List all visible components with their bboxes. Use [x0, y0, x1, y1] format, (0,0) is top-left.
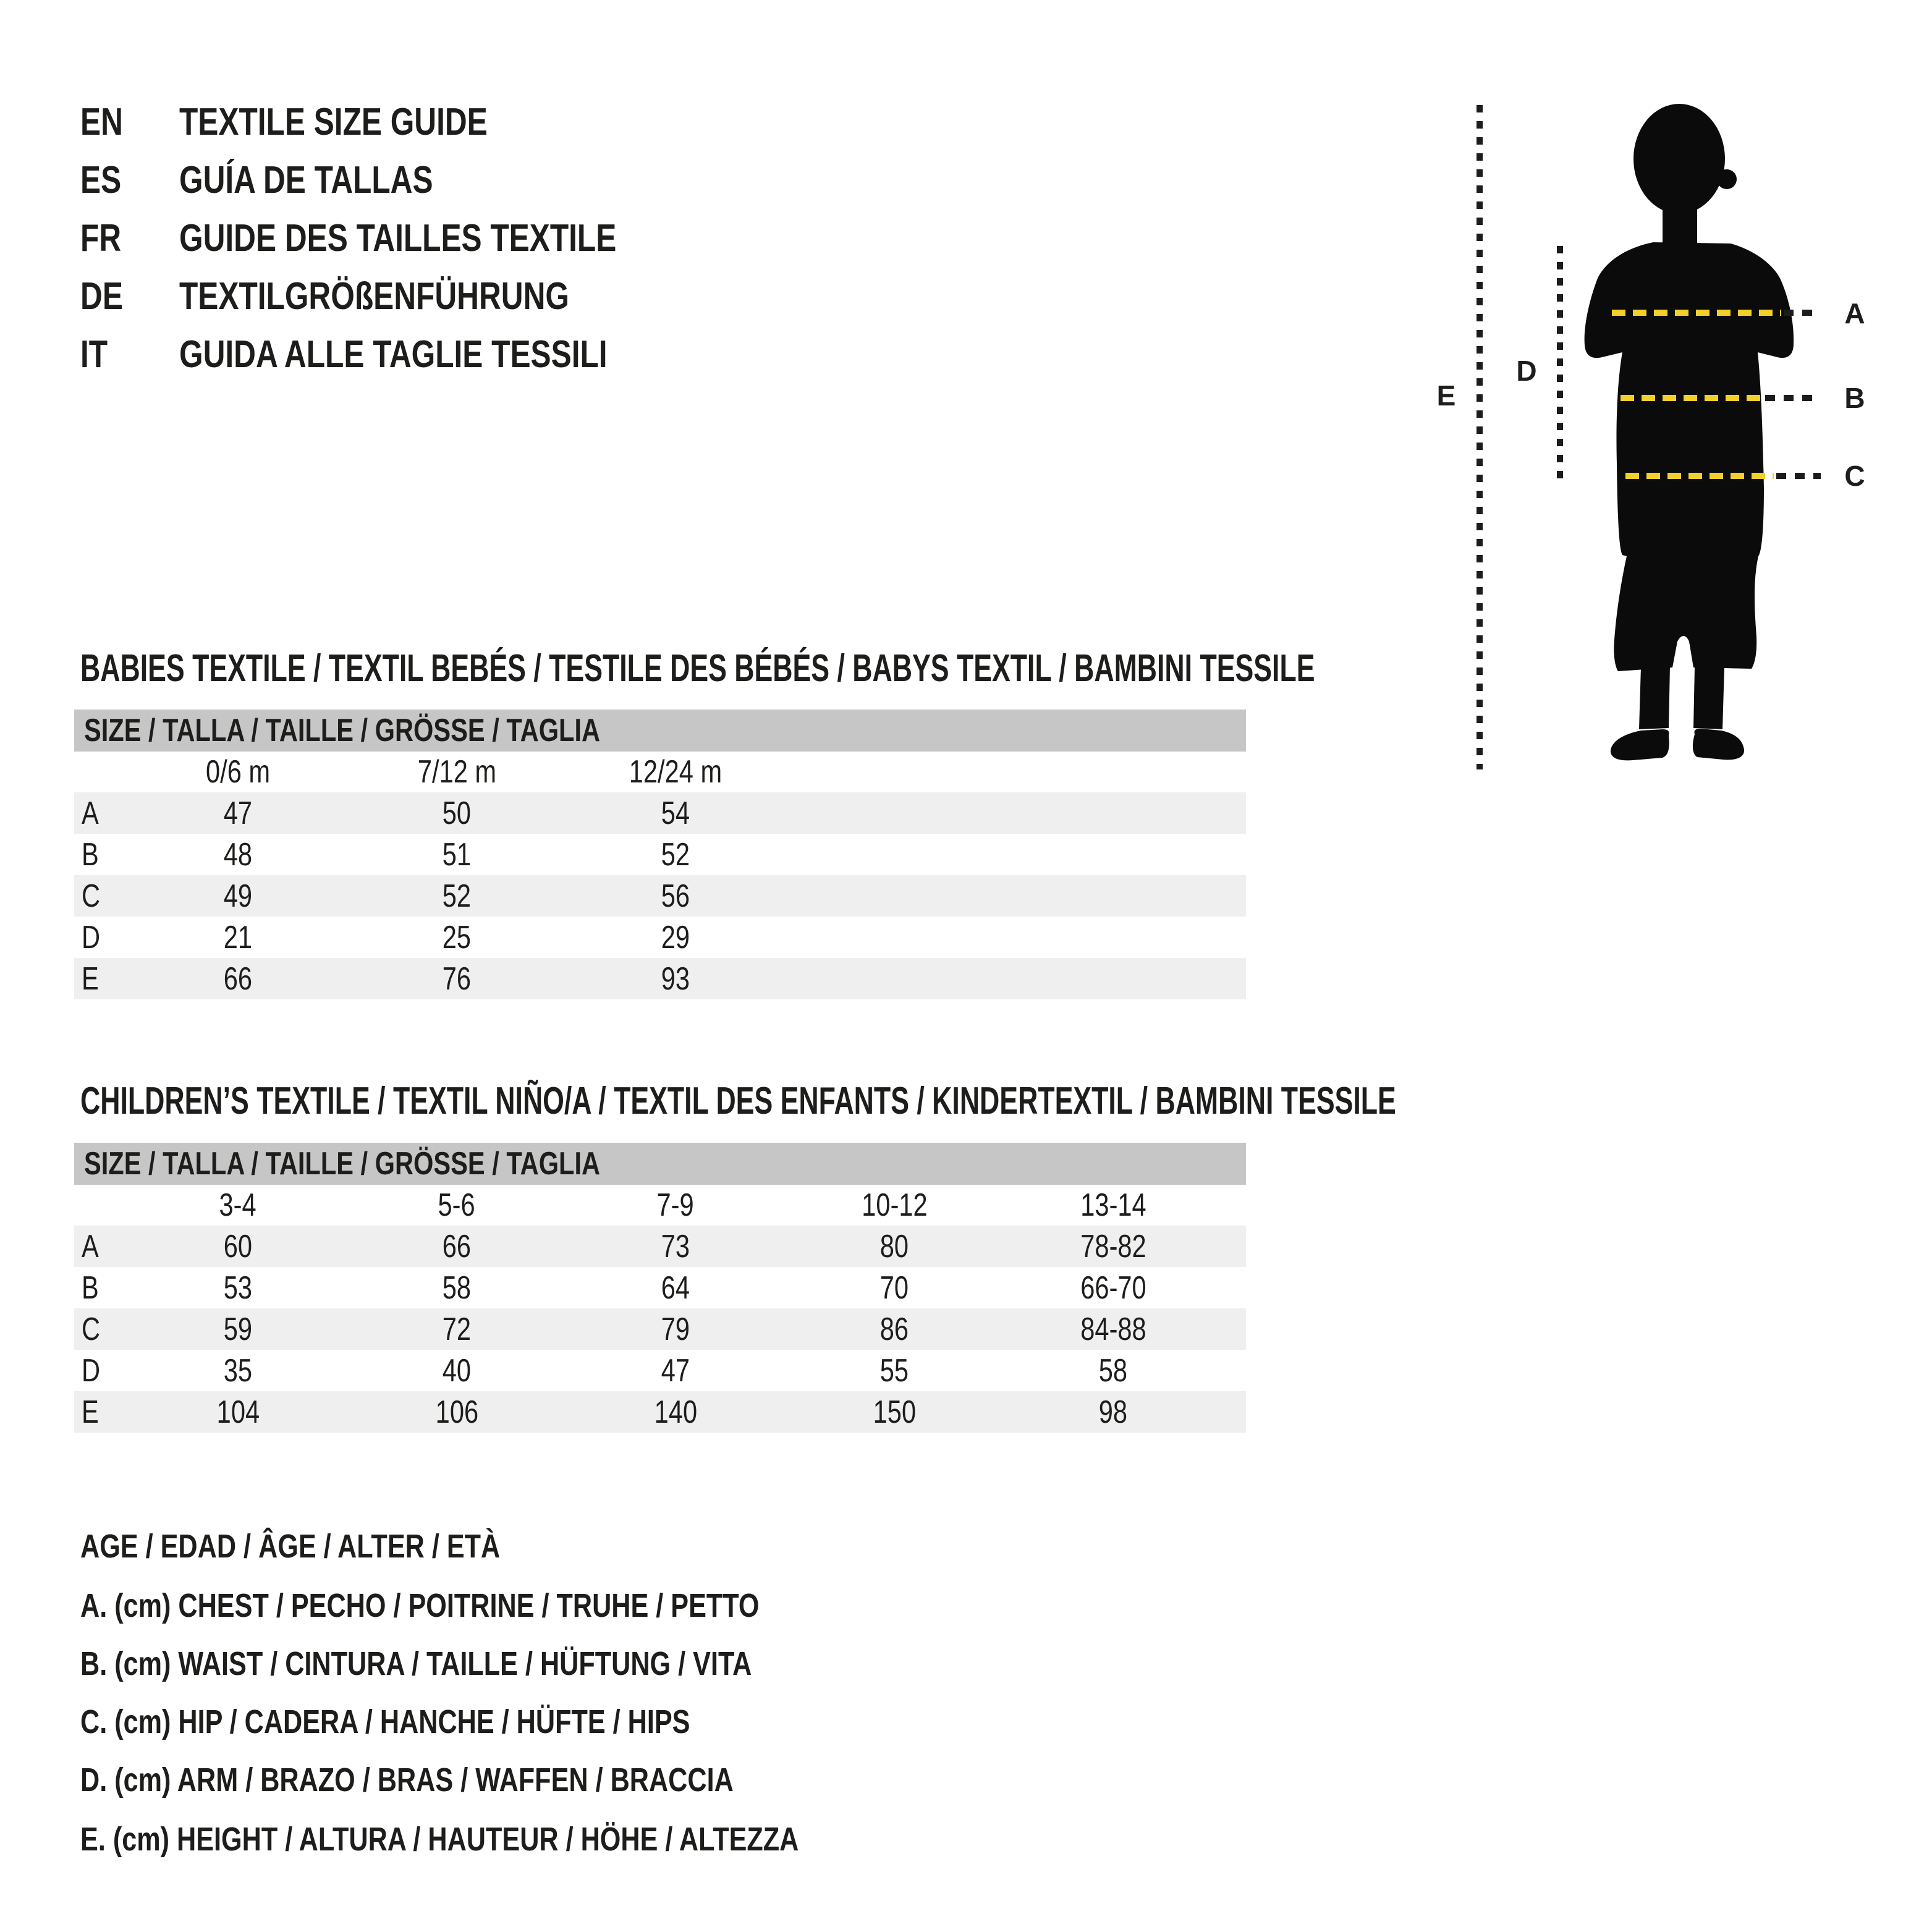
- row-label-text: D: [82, 1352, 101, 1389]
- cell-value: 150: [873, 1394, 916, 1430]
- cell-value: 98: [1098, 1394, 1128, 1430]
- cell-value: 49: [223, 878, 253, 914]
- legend-hip: [80, 1700, 842, 1744]
- right-leg-shape: [1693, 667, 1724, 729]
- cell-value: 140: [654, 1394, 697, 1430]
- lang-code-text: EN: [80, 101, 123, 143]
- figure-label-b: B: [1844, 382, 1865, 414]
- cell-value: 56: [661, 878, 690, 914]
- table-cell: [785, 1352, 1004, 1389]
- table-cell: [129, 919, 347, 956]
- row-label-text: D: [82, 919, 101, 955]
- legend-waist-text: B. (cm) WAIST / CINTURA / TAILLE / HÜFTUNG / VITA: [80, 1645, 752, 1682]
- children-size-table: [74, 1143, 1246, 1433]
- row-label: [74, 1228, 129, 1265]
- cell-value: 86: [879, 1311, 909, 1347]
- table-row: [74, 917, 1246, 958]
- table-row: [74, 1350, 1246, 1391]
- babies-section-title-text: BABIES TEXTILE / TEXTIL BEBÉS / TESTILE DES BÉBÉS / BABYS TEXTIL / BAMBINI TESSILE: [80, 647, 1315, 690]
- table-cell: [1004, 1311, 1222, 1348]
- waist-measure-line-b-yellow: [1621, 395, 1763, 401]
- lang-title: TEXTILE SIZE GUIDE: [179, 101, 488, 143]
- table-cell: [785, 1269, 1004, 1307]
- cell-value: 93: [661, 960, 690, 997]
- table-cell: [347, 1352, 566, 1389]
- babies-column-header-row: [74, 752, 1246, 792]
- table-cell: [347, 1228, 566, 1265]
- table-row: [74, 875, 1246, 917]
- lang-code: [80, 274, 179, 319]
- table-row: [74, 792, 1246, 834]
- child-silhouette-figure: [1514, 93, 1860, 773]
- table-cell: [129, 960, 347, 998]
- table-cell: [129, 1311, 347, 1348]
- row-label: [74, 960, 129, 998]
- table-cell: [785, 1394, 1004, 1431]
- table-cell: [566, 836, 785, 873]
- table-cell: [785, 1311, 1004, 1348]
- legend-waist: [80, 1642, 920, 1686]
- cell-value: 47: [223, 795, 253, 831]
- table-cell: [347, 836, 566, 873]
- row-label: [74, 795, 129, 832]
- cell-value: 54: [661, 795, 690, 831]
- table-cell: [1004, 1394, 1222, 1431]
- table-cell: [566, 795, 785, 832]
- cell-value: 70: [879, 1269, 909, 1306]
- babies-size-table: [74, 710, 1246, 999]
- children-table-header-bar: [74, 1143, 1246, 1185]
- row-label-text: E: [82, 1394, 99, 1430]
- cell-value: 104: [216, 1394, 260, 1430]
- cell-value: 52: [661, 836, 690, 873]
- left-shoe-shape: [1611, 729, 1669, 760]
- cell-value: 53: [223, 1269, 253, 1306]
- lang-code-text: FR: [80, 217, 122, 260]
- column-header: [129, 1187, 347, 1224]
- table-row: [74, 958, 1246, 999]
- table-cell: [347, 1394, 566, 1431]
- cell-value: 48: [223, 836, 253, 873]
- cell-value: 66: [223, 960, 253, 997]
- table-row: [74, 1308, 1246, 1350]
- cell-value: 40: [442, 1352, 472, 1389]
- table-cell: [566, 878, 785, 915]
- cell-value: 47: [661, 1352, 690, 1389]
- table-cell: [347, 795, 566, 832]
- lang-code: [80, 158, 179, 203]
- row-label: [74, 1394, 129, 1431]
- legend-arm: [80, 1758, 897, 1802]
- figure-label-e: E: [1436, 379, 1456, 412]
- table-cell: [785, 1228, 1004, 1265]
- row-label: [74, 836, 129, 873]
- table-cell: [129, 1394, 347, 1431]
- table-cell: [347, 960, 566, 998]
- children-section-title: [80, 1079, 1908, 1124]
- column-header-text: 12/24 m: [629, 754, 722, 790]
- row-label-text: C: [82, 1311, 101, 1347]
- lang-code: [80, 216, 179, 261]
- children-section-title-text: CHILDREN’S TEXTILE / TEXTIL NIÑO/A / TEXTIL DES ENFANTS / KINDERTEXTIL / BAMBINI TESSILE: [80, 1080, 1396, 1122]
- table-cell: [347, 878, 566, 915]
- legend-arm-text: D. (cm) ARM / BRAZO / BRAS / WAFFEN / BRACCIA: [80, 1761, 734, 1799]
- table-row: [74, 1391, 1246, 1433]
- ear-shape: [1717, 169, 1737, 189]
- shorts-shape: [1614, 556, 1758, 671]
- table-cell: [129, 1352, 347, 1389]
- cell-value: 72: [442, 1311, 472, 1347]
- cell-value: 51: [442, 836, 472, 873]
- lang-title: GUIDA ALLE TAGLIE TESSILI: [179, 333, 608, 376]
- cell-value: 58: [442, 1269, 472, 1306]
- lang-code-text: DE: [80, 275, 123, 318]
- lang-title: GUÍA DE TALLAS: [179, 159, 433, 201]
- lang-title: GUIDE DES TAILLES TEXTILE: [179, 217, 617, 260]
- cell-value: 84-88: [1080, 1311, 1146, 1347]
- cell-value: 21: [223, 919, 253, 955]
- lang-row-it: [80, 333, 714, 377]
- column-header-text: 10-12: [861, 1187, 928, 1223]
- column-header-text: 7-9: [656, 1187, 695, 1223]
- table-cell: [566, 1352, 785, 1389]
- table-cell: [347, 919, 566, 956]
- legend-height-text: E. (cm) HEIGHT / ALTURA / HAUTEUR / HÖHE / ALTEZZA: [80, 1821, 799, 1858]
- row-label-text: A: [82, 1228, 99, 1265]
- row-label-text: A: [82, 795, 99, 831]
- waist-measure-line-b-black: [1765, 395, 1821, 401]
- table-cell: [1004, 1269, 1222, 1307]
- row-label: [74, 1352, 129, 1389]
- children-column-header-row: [74, 1185, 1246, 1226]
- row-label: [74, 919, 129, 956]
- cell-value: 25: [442, 919, 472, 955]
- column-header-text: 5-6: [438, 1187, 476, 1223]
- column-header: [785, 1187, 1004, 1224]
- table-row: [74, 834, 1246, 875]
- row-label: [74, 1311, 129, 1348]
- lang-row-es: [80, 158, 496, 203]
- cell-value: 73: [661, 1228, 690, 1265]
- cell-value: 35: [223, 1352, 253, 1389]
- lang-code-text: ES: [80, 159, 122, 201]
- lang-title: TEXTILGRÖßENFÜHRUNG: [179, 275, 569, 318]
- table-cell: [566, 919, 785, 956]
- right-shoe-shape: [1693, 729, 1744, 760]
- figure-label-d: D: [1516, 355, 1537, 387]
- cell-value: 55: [879, 1352, 909, 1389]
- neck-shape: [1663, 185, 1697, 247]
- table-cell: [347, 1269, 566, 1307]
- children-size-header-text: SIZE / TALLA / TAILLE / GRÖSSE / TAGLIA: [84, 1146, 601, 1182]
- cell-value: 106: [435, 1394, 478, 1430]
- chest-measure-line-a-yellow: [1612, 310, 1781, 316]
- row-label-text: B: [82, 836, 99, 873]
- row-label: [74, 878, 129, 915]
- table-cell: [1004, 1228, 1222, 1265]
- column-header: [129, 753, 347, 790]
- cell-value: 66: [442, 1228, 472, 1265]
- column-header-text: 3-4: [219, 1187, 257, 1223]
- column-header-text: 0/6 m: [205, 754, 271, 790]
- lang-row-de: [80, 274, 667, 319]
- cell-value: 50: [442, 795, 472, 831]
- column-header: [566, 1187, 785, 1224]
- lang-row-en: [80, 100, 565, 145]
- row-label-text: E: [82, 960, 99, 997]
- legend-age: [80, 1524, 605, 1569]
- cell-value: 52: [442, 878, 472, 914]
- table-cell: [129, 1269, 347, 1307]
- legend-age-text: AGE / EDAD / ÂGE / ALTER / ETÀ: [80, 1528, 501, 1565]
- column-header-text: 7/12 m: [417, 754, 496, 790]
- legend-height: [80, 1817, 978, 1862]
- lang-code-text: IT: [80, 333, 108, 376]
- cell-value: 29: [661, 919, 690, 955]
- babies-table-header-bar: [74, 710, 1246, 752]
- cell-value: 66-70: [1080, 1269, 1146, 1306]
- table-cell: [347, 1311, 566, 1348]
- chest-measure-line-a-black: [1784, 310, 1821, 316]
- table-cell: [566, 1269, 785, 1307]
- cell-value: 76: [442, 960, 472, 997]
- column-header: [347, 1187, 566, 1224]
- table-cell: [129, 795, 347, 832]
- column-header: [347, 753, 566, 790]
- table-cell: [1004, 1352, 1222, 1389]
- arm-measure-line-d: [1557, 246, 1563, 481]
- row-label-text: C: [82, 878, 101, 914]
- table-cell: [566, 1311, 785, 1348]
- legend-hip-text: C. (cm) HIP / CADERA / HANCHE / HÜFTE / HIPS: [80, 1703, 690, 1740]
- lang-code: [80, 333, 179, 377]
- table-cell: [129, 878, 347, 915]
- babies-size-header-text: SIZE / TALLA / TAILLE / GRÖSSE / TAGLIA: [84, 713, 601, 748]
- row-label: [74, 1269, 129, 1307]
- cell-value: 59: [223, 1311, 253, 1347]
- table-row: [74, 1226, 1246, 1267]
- figure-label-c: C: [1844, 460, 1865, 492]
- table-cell: [566, 960, 785, 998]
- cell-value: 64: [661, 1269, 690, 1306]
- cell-value: 58: [1098, 1352, 1128, 1389]
- column-header-text: 13-14: [1080, 1187, 1146, 1223]
- table-cell: [566, 1228, 785, 1265]
- lang-row-fr: [80, 216, 726, 261]
- row-label-text: B: [82, 1269, 99, 1306]
- column-header: [1004, 1187, 1222, 1224]
- cell-value: 80: [879, 1228, 909, 1265]
- table-cell: [129, 836, 347, 873]
- cell-value: 79: [661, 1311, 690, 1347]
- table-cell: [566, 1394, 785, 1431]
- hip-measure-line-c-black: [1776, 473, 1821, 479]
- legend-chest-text: A. (cm) CHEST / PECHO / POITRINE / TRUHE / PETTO: [80, 1587, 760, 1624]
- left-leg-shape: [1639, 666, 1670, 729]
- figure-label-a: A: [1844, 297, 1865, 329]
- cell-value: 60: [223, 1228, 253, 1265]
- height-measure-line-e: [1477, 105, 1483, 769]
- column-header: [566, 753, 785, 790]
- cell-value: 78-82: [1080, 1228, 1146, 1265]
- table-cell: [129, 1228, 347, 1265]
- lang-code: [80, 100, 179, 145]
- table-row: [74, 1267, 1246, 1308]
- hip-measure-line-c-yellow: [1625, 473, 1774, 479]
- legend-chest: [80, 1583, 929, 1628]
